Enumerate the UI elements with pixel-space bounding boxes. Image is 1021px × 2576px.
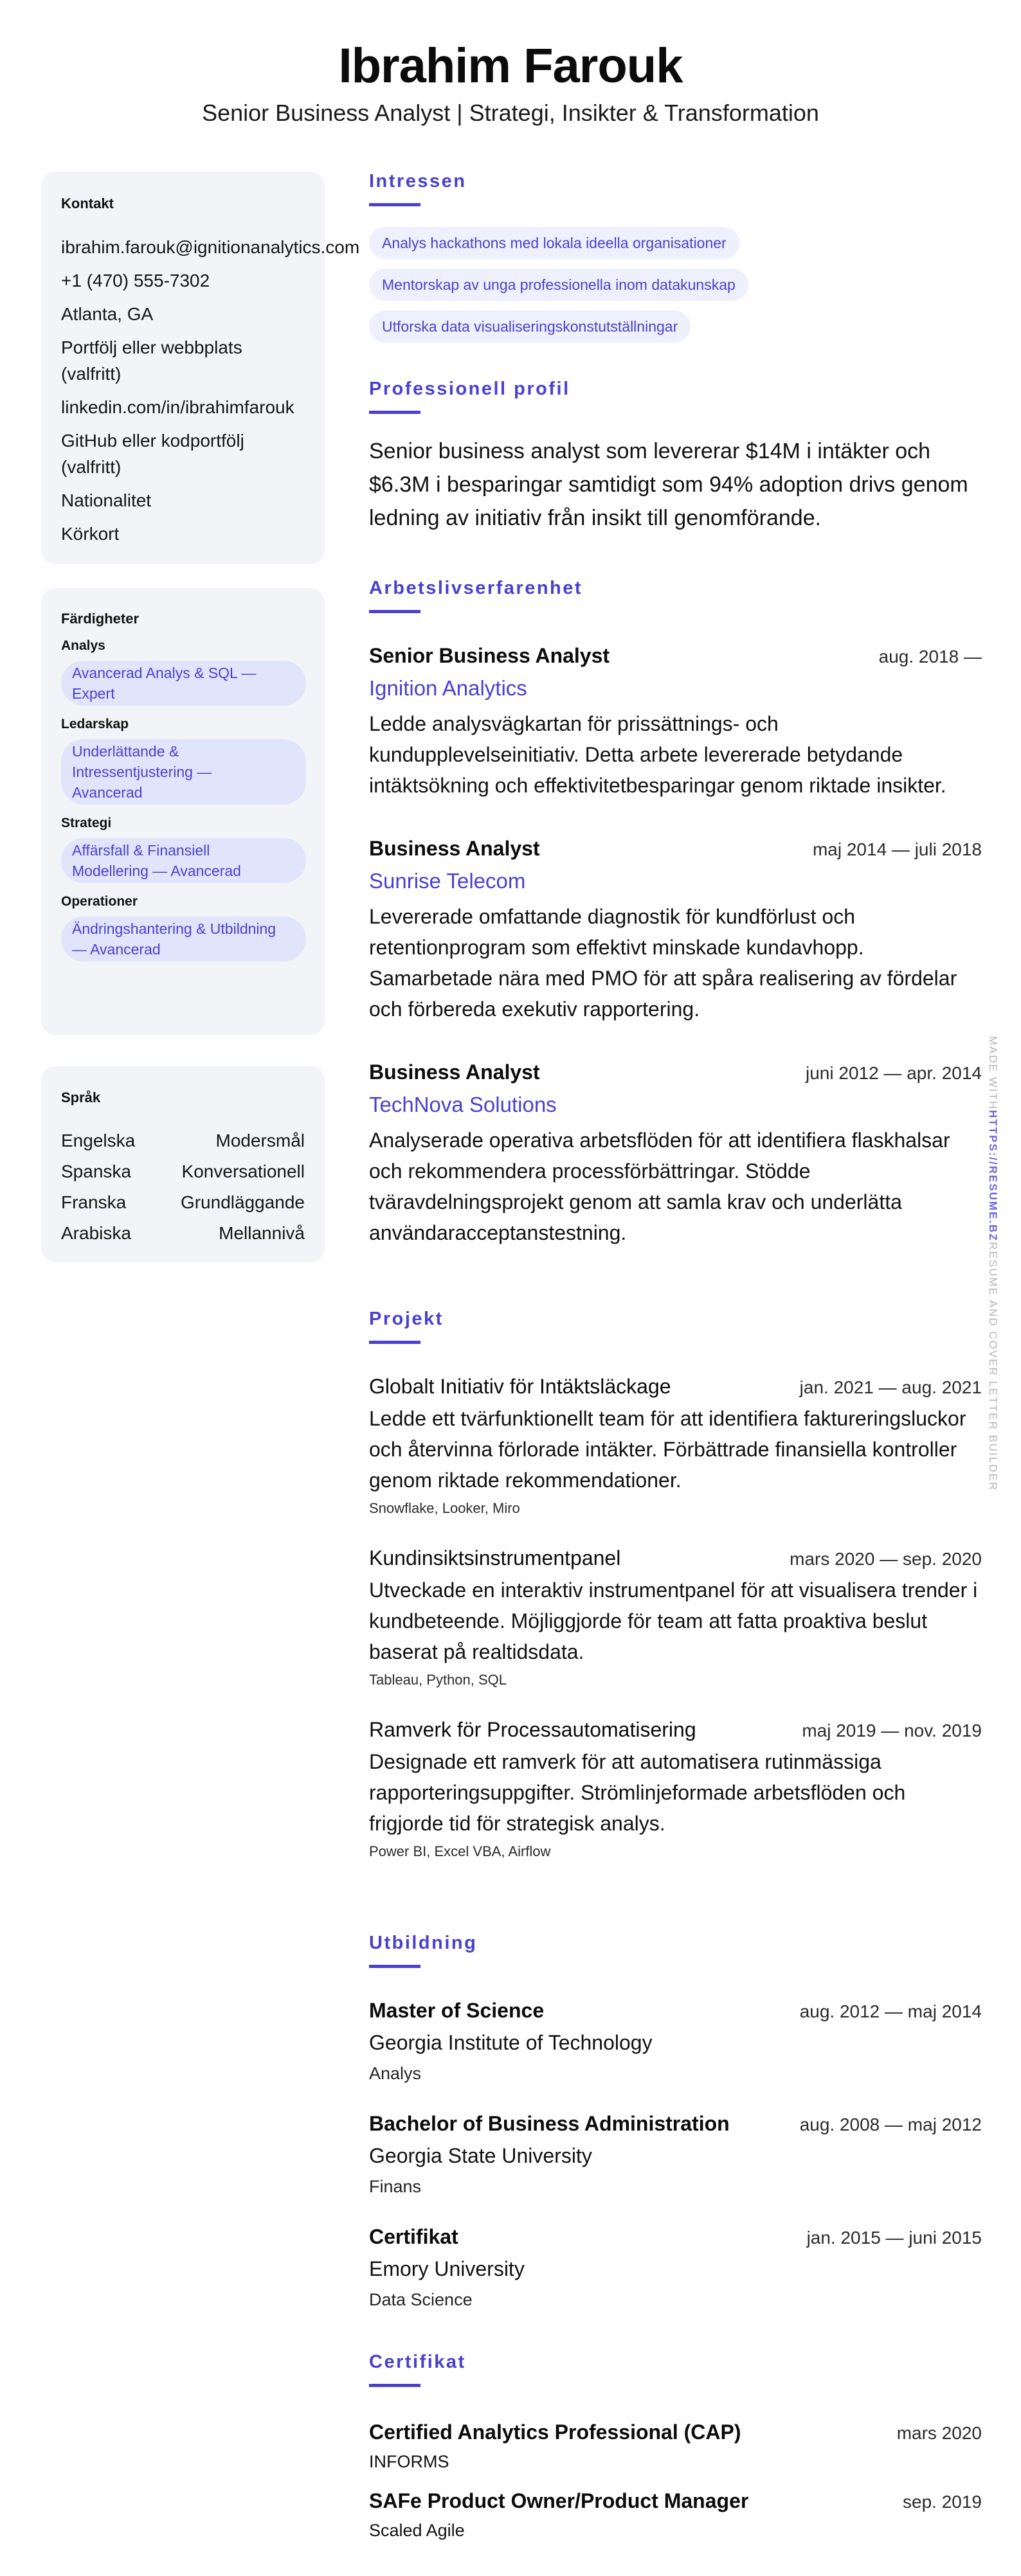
language-level: Modersmål — [215, 1131, 305, 1150]
certification-date: mars 2020 — [896, 2423, 982, 2443]
skill-chip — [61, 917, 306, 962]
contact-title: Kontakt — [61, 195, 114, 211]
language-name: Arabiska — [61, 1223, 131, 1243]
degree: Master of Science — [369, 1999, 545, 2022]
degree: Certifikat — [369, 2225, 458, 2248]
contact-card — [41, 172, 360, 564]
project-entry — [369, 1371, 982, 1521]
skill-chip-text: Ändringshantering & Utbildning — Avancerad — [72, 920, 276, 958]
section-divider — [369, 2384, 420, 2387]
job-company: Ignition Analytics — [369, 676, 527, 700]
project-tech: Tableau, Python, SQL — [369, 1672, 507, 1688]
skill-group — [61, 636, 305, 706]
skill-chip — [61, 661, 306, 706]
job-description: Ledde analysvägkartan för prissättnings- och kundupplevelseinitiativ. Detta arbete levererade betydande intäktsökning och effektivitetbesparingar genom riktade insikter. — [369, 712, 946, 797]
job-description: Analyserade operativa arbetsflöden för att identifiera flaskhalsar och rekommendera processförbättringar. Stödde tväravdelningsprojekt genom att samla krav och underlätta användaracceptanstestning. — [369, 1129, 950, 1244]
skills-title: Färdigheter — [61, 611, 140, 627]
project-description: Designade ett ramverk för att automatisera rutinmässiga rapporteringsuppgifter. Strömlinjeformade arbetsflöden och frigjorde tid för strategisk analys. — [369, 1750, 906, 1835]
certifications-section — [369, 2350, 982, 2554]
section-title: Utbildning — [369, 1933, 478, 1953]
watermark-link[interactable]: HTTPS://RESUME.BZ — [987, 1110, 999, 1242]
interests-section — [369, 170, 982, 352]
school: Georgia Institute of Technology — [369, 2031, 653, 2054]
language-row — [61, 1187, 305, 1218]
project-description: Utveckade en interaktiv instrumentpanel för att visualisera trender i kundbeteende. Möjliggjorde för team att fatta proaktiva beslut baserat på realtidsdata. — [369, 1579, 978, 1663]
resume-header — [0, 35, 1021, 129]
language-name: Spanska — [61, 1161, 131, 1181]
project-entry — [369, 1543, 982, 1693]
skill-group-label: Strategi — [61, 816, 112, 830]
contact-nationality: Nationalitet — [61, 490, 152, 510]
certification-entry — [369, 2417, 982, 2474]
contact-phone[interactable]: +1 (470) 555-7302 — [61, 271, 210, 291]
watermark-prefix: MADE WITH — [987, 1036, 999, 1111]
contact-portfolio[interactable]: Portfölj eller webbplats (valfritt) — [61, 337, 242, 384]
language-level: Mellannivå — [219, 1223, 305, 1243]
interest-list — [369, 227, 982, 352]
section-title: Projekt — [369, 1309, 444, 1329]
candidate-headline: Senior Business Analyst | Strategi, Insikter & Transformation — [202, 100, 819, 126]
skill-group-label: Analys — [61, 638, 105, 653]
project-name: Globalt Initiativ för Intäktsläckage — [369, 1375, 671, 1398]
skill-group — [61, 814, 305, 883]
contact-location: Atlanta, GA — [61, 304, 154, 324]
skill-group-label: Ledarskap — [61, 717, 129, 731]
languages-title: Språk — [61, 1089, 101, 1105]
school: Georgia State University — [369, 2144, 592, 2167]
certification-issuer: INFORMS — [369, 2452, 449, 2471]
project-name: Ramverk för Processautomatisering — [369, 1718, 696, 1741]
section-title: Intressen — [369, 171, 467, 192]
interest-chip: Analys hackathons med lokala ideella organisationer — [369, 227, 739, 259]
project-date: mars 2020 — sep. 2020 — [790, 1549, 982, 1569]
certification-date: sep. 2019 — [903, 2492, 982, 2512]
job-title: Business Analyst — [369, 837, 540, 860]
field-of-study: Finans — [369, 2177, 422, 2196]
education-section — [369, 1931, 982, 2334]
interest-chip: Utforska data visualiseringskonstutställningar — [369, 310, 691, 343]
certification-name: Certified Analytics Professional (CAP) — [369, 2420, 741, 2444]
language-row — [61, 1125, 305, 1156]
skill-chip-text: Affärsfall & Finansiell Modellering — Avancerad — [72, 842, 241, 879]
job-title: Business Analyst — [369, 1060, 540, 1084]
field-of-study: Data Science — [369, 2290, 473, 2309]
job-description: Levererade omfattande diagnostik för kundförlust och retentionprogram som effektivt minskade kundavhopp. Samarbetade nära med PMO för att spåra realisering av fördelar och förbereda exekutiv rapportering. — [369, 905, 957, 1021]
skill-group — [61, 892, 305, 962]
language-row — [61, 1156, 305, 1187]
education-entry — [369, 2108, 982, 2202]
project-tech: Power BI, Excel VBA, Airflow — [369, 1843, 551, 1859]
section-title: Arbetslivserfarenhet — [369, 578, 583, 598]
section-divider — [369, 203, 420, 206]
contact-email[interactable]: ibrahim.farouk@ignitionanalytics.com — [61, 237, 360, 257]
school: Emory University — [369, 2257, 525, 2280]
skill-chip — [61, 739, 306, 805]
skills-card — [41, 588, 325, 1035]
project-date: jan. 2021 — aug. 2021 — [799, 1377, 982, 1397]
project-entry — [369, 1714, 982, 1865]
skill-chip-text: Avancerad Analys & SQL — Expert — [72, 665, 257, 702]
section-divider — [369, 411, 420, 414]
skill-group — [61, 715, 305, 805]
job-entry — [369, 833, 982, 1024]
education-date: aug. 2012 — maj 2014 — [799, 2001, 982, 2021]
profile-summary: Senior business analyst som levererar $14M i intäkter och $6.3M i besparingar samtidigt som 94% adoption drivs genom ledning av initiativ från insikt till genomförande. — [369, 439, 968, 530]
job-entry — [369, 1057, 982, 1248]
watermark-suffix: RESUME AND COVER LETTER BUILDER — [987, 1242, 999, 1492]
education-entry — [369, 2221, 982, 2315]
education-date: aug. 2008 — maj 2012 — [799, 2115, 982, 2134]
language-level: Konversationell — [181, 1161, 305, 1181]
contact-linkedin[interactable]: linkedin.com/in/ibrahimfarouk — [61, 397, 294, 417]
language-name: Engelska — [61, 1131, 136, 1150]
section-divider — [369, 610, 420, 613]
section-title: Certifikat — [369, 2352, 466, 2372]
certification-name: SAFe Product Owner/Product Manager — [369, 2489, 749, 2512]
language-level: Grundläggande — [180, 1192, 305, 1212]
certification-issuer: Scaled Agile — [369, 2521, 465, 2540]
project-date: maj 2019 — nov. 2019 — [802, 1721, 982, 1740]
project-tech: Snowflake, Looker, Miro — [369, 1500, 520, 1516]
contact-license: Körkort — [61, 524, 120, 544]
skill-chip — [61, 838, 306, 883]
builder-watermark — [986, 1036, 999, 1491]
degree: Bachelor of Business Administration — [369, 2112, 730, 2135]
contact-github[interactable]: GitHub eller kodportfölj (valfritt) — [61, 431, 244, 477]
education-entry — [369, 1995, 982, 2089]
skill-group-label: Operationer — [61, 894, 138, 909]
section-title: Professionell profil — [369, 379, 570, 399]
certification-entry — [369, 2485, 982, 2543]
experience-section — [369, 577, 982, 1280]
skill-chip-text: Underlättande & Intressentjustering — Avancerad — [72, 743, 212, 801]
interest-chip: Mentorskap av unga professionella inom datakunskap — [369, 269, 748, 301]
language-row — [61, 1218, 305, 1249]
job-company: Sunrise Telecom — [369, 869, 526, 893]
job-date: juni 2012 — apr. 2014 — [806, 1063, 982, 1083]
job-entry — [369, 640, 982, 801]
section-divider — [369, 1965, 420, 1968]
candidate-name: Ibrahim Farouk — [338, 39, 683, 93]
language-name: Franska — [61, 1192, 127, 1212]
education-date: jan. 2015 — juni 2015 — [806, 2228, 982, 2248]
job-date: maj 2014 — juli 2018 — [812, 839, 982, 859]
project-description: Ledde ett tvärfunktionellt team för att identifiera faktureringsluckor och återvinna förlorade intäkter. Förbättrade finansiella kontroller genom riktade rekommendationer. — [369, 1407, 966, 1492]
field-of-study: Analys — [369, 2064, 422, 2083]
job-company: TechNova Solutions — [369, 1093, 557, 1116]
section-divider — [369, 1341, 420, 1344]
job-date: aug. 2018 — — [878, 647, 982, 666]
project-name: Kundinsiktsinstrumentpanel — [369, 1546, 621, 1570]
languages-card — [41, 1066, 325, 1262]
job-title: Senior Business Analyst — [369, 644, 610, 667]
profile-section — [369, 377, 982, 535]
projects-section — [369, 1307, 982, 1886]
